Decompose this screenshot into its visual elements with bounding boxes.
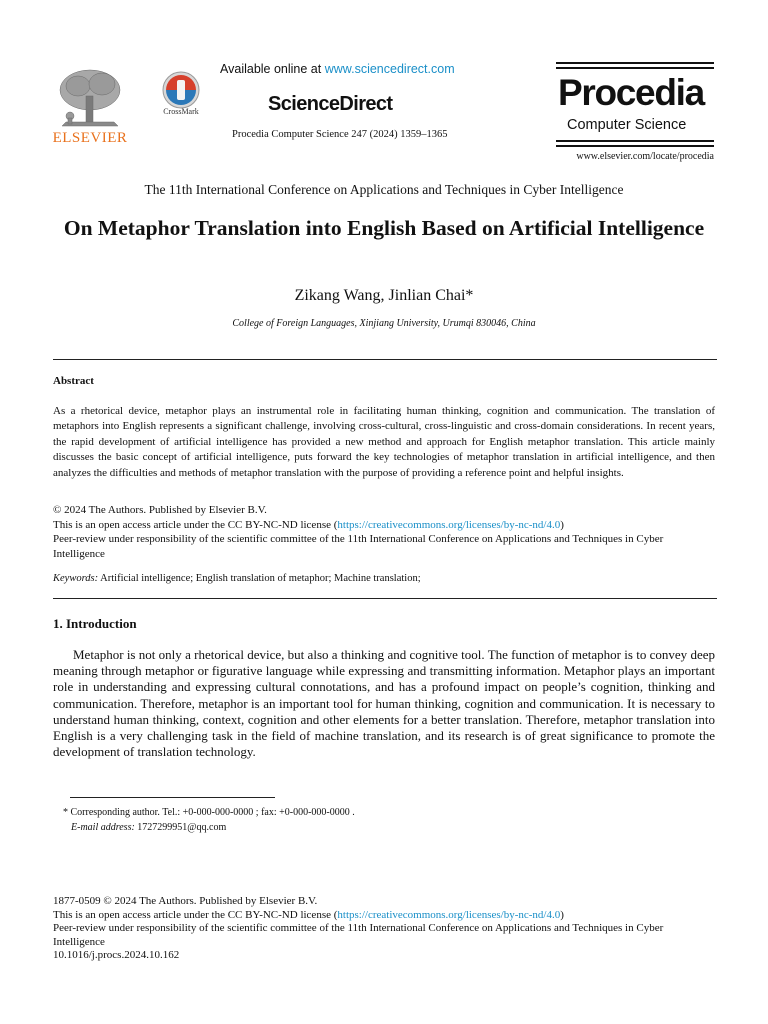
footer-license-prefix: This is an open access article under the CC BY-NC-ND license (: [53, 908, 338, 921]
peer-review-line: Peer-review under responsibility of the scientific committee of the 11th International Conference on Applications and Techniques in Cyber Intelligence: [53, 533, 664, 560]
keywords-line: [53, 573, 715, 584]
sciencedirect-link[interactable]: www.sciencedirect.com: [324, 62, 455, 76]
footnote: [63, 805, 703, 835]
license-prefix: This is an open access article under the CC BY-NC-ND license (: [53, 518, 338, 531]
license-line: [53, 518, 715, 533]
conference-name: The 11th International Conference on Applications and Techniques in Cyber Intelligence: [144, 182, 624, 197]
doi-line[interactable]: 10.1016/j.procs.2024.10.162: [53, 949, 180, 962]
section-heading-introduction: 1. Introduction: [53, 616, 137, 631]
availability-prefix: Available online at: [220, 62, 325, 76]
author-affiliation: College of Foreign Languages, Xinjiang University, Urumqi 830046, China: [232, 318, 536, 329]
divider-top: [53, 359, 717, 360]
corresponding-author-line: * Corresponding author. Tel.: +0-000-000-0000 ; fax: +0-000-000-0000 .: [63, 807, 355, 818]
introduction-text: Metaphor is not only a rhetorical device, but also a thinking and cognitive tool. The function of metaphor is to convey deep meaning through metaphor or figurative language while expressing and transmitting information. Metaphor plays an important role in understanding and expressing cultural connotations, and has a profound impact on people’s cognition, thinking and communication. Therefore, metaphor is an important tool for human thinking, cognition and communication. It is necessary to understand human thinking, context, cognition and other elements for a better translation. Therefore, metaphor translation into English is a very challenging task in the field of machine translation, and its research is of great significance to promote the development of translation technology.: [53, 647, 715, 760]
footer-license-line: [53, 909, 717, 923]
rights-block: [53, 503, 715, 561]
email-label: E-mail address:: [71, 822, 135, 833]
divider-bottom: [53, 598, 717, 599]
procedia-rule-bottom-2: [556, 145, 714, 147]
email-address[interactable]: 1727299951@qq.com: [134, 822, 227, 833]
procedia-rule-bottom: [556, 140, 714, 142]
journal-reference: Procedia Computer Science 247 (2024) 1359–1365: [232, 129, 448, 140]
crossmark-label: CrossMark: [163, 107, 199, 116]
issn-line: 1877-0509 © 2024 The Authors. Published by Elsevier B.V.: [53, 895, 318, 907]
copyright-line: © 2024 The Authors. Published by Elsevier B.V.: [53, 504, 267, 516]
journal-url[interactable]: www.elsevier.com/locate/procedia: [576, 151, 714, 162]
footer-license-suffix: ): [560, 908, 564, 921]
procedia-subtitle: Computer Science: [567, 117, 687, 133]
page-footer: [53, 895, 717, 963]
footer-license-link[interactable]: https://creativecommons.org/licenses/by-nc-nd/4.0: [337, 908, 561, 921]
procedia-logo: [556, 62, 714, 148]
procedia-title: Procedia: [558, 72, 704, 113]
abstract-heading: Abstract: [53, 375, 94, 387]
availability-line: [220, 62, 490, 76]
elsevier-wordmark: ELSEVIER: [52, 130, 128, 146]
keywords-list: Artificial intelligence; English translation of metaphor; Machine translation;: [98, 573, 421, 584]
procedia-rule-top-2: [556, 67, 714, 69]
email-line: [63, 820, 703, 835]
paper-title: On Metaphor Translation into English Based on Artificial Intelligence: [63, 216, 705, 240]
footer-peer-review-line: Peer-review under responsibility of the scientific committee of the 11th International Conference on Applications and Techniques in Cyber Intelligence: [53, 922, 664, 948]
abstract-text: As a rhetorical device, metaphor plays an instrumental role in facilitating human thinking, cognition and communication. The translation of metaphors into English represents a significant challenge, involving cross-cultural, cross-linguistic and cross-domain considerations. In recent years, the rapid development of artificial intelligence has provided a new method and approach for English metaphor translation. This article mainly discusses the basic concept of artificial intelligence, puts forward the key technologies of metaphor translation in artificial intelligence, and then analyzes the difficulties and methods of metaphor translation with the purpose of providing a reference point and helpful insights.: [53, 405, 715, 479]
footnote-divider: [70, 797, 275, 798]
license-suffix: ): [560, 518, 564, 531]
sciencedirect-logo: ScienceDirect: [268, 93, 393, 115]
license-link[interactable]: https://creativecommons.org/licenses/by-nc-nd/4.0: [337, 518, 561, 531]
author-list: Zikang Wang, Jinlian Chai*: [294, 287, 474, 304]
keywords-label: Keywords:: [53, 573, 99, 584]
procedia-rule-top: [556, 62, 714, 64]
